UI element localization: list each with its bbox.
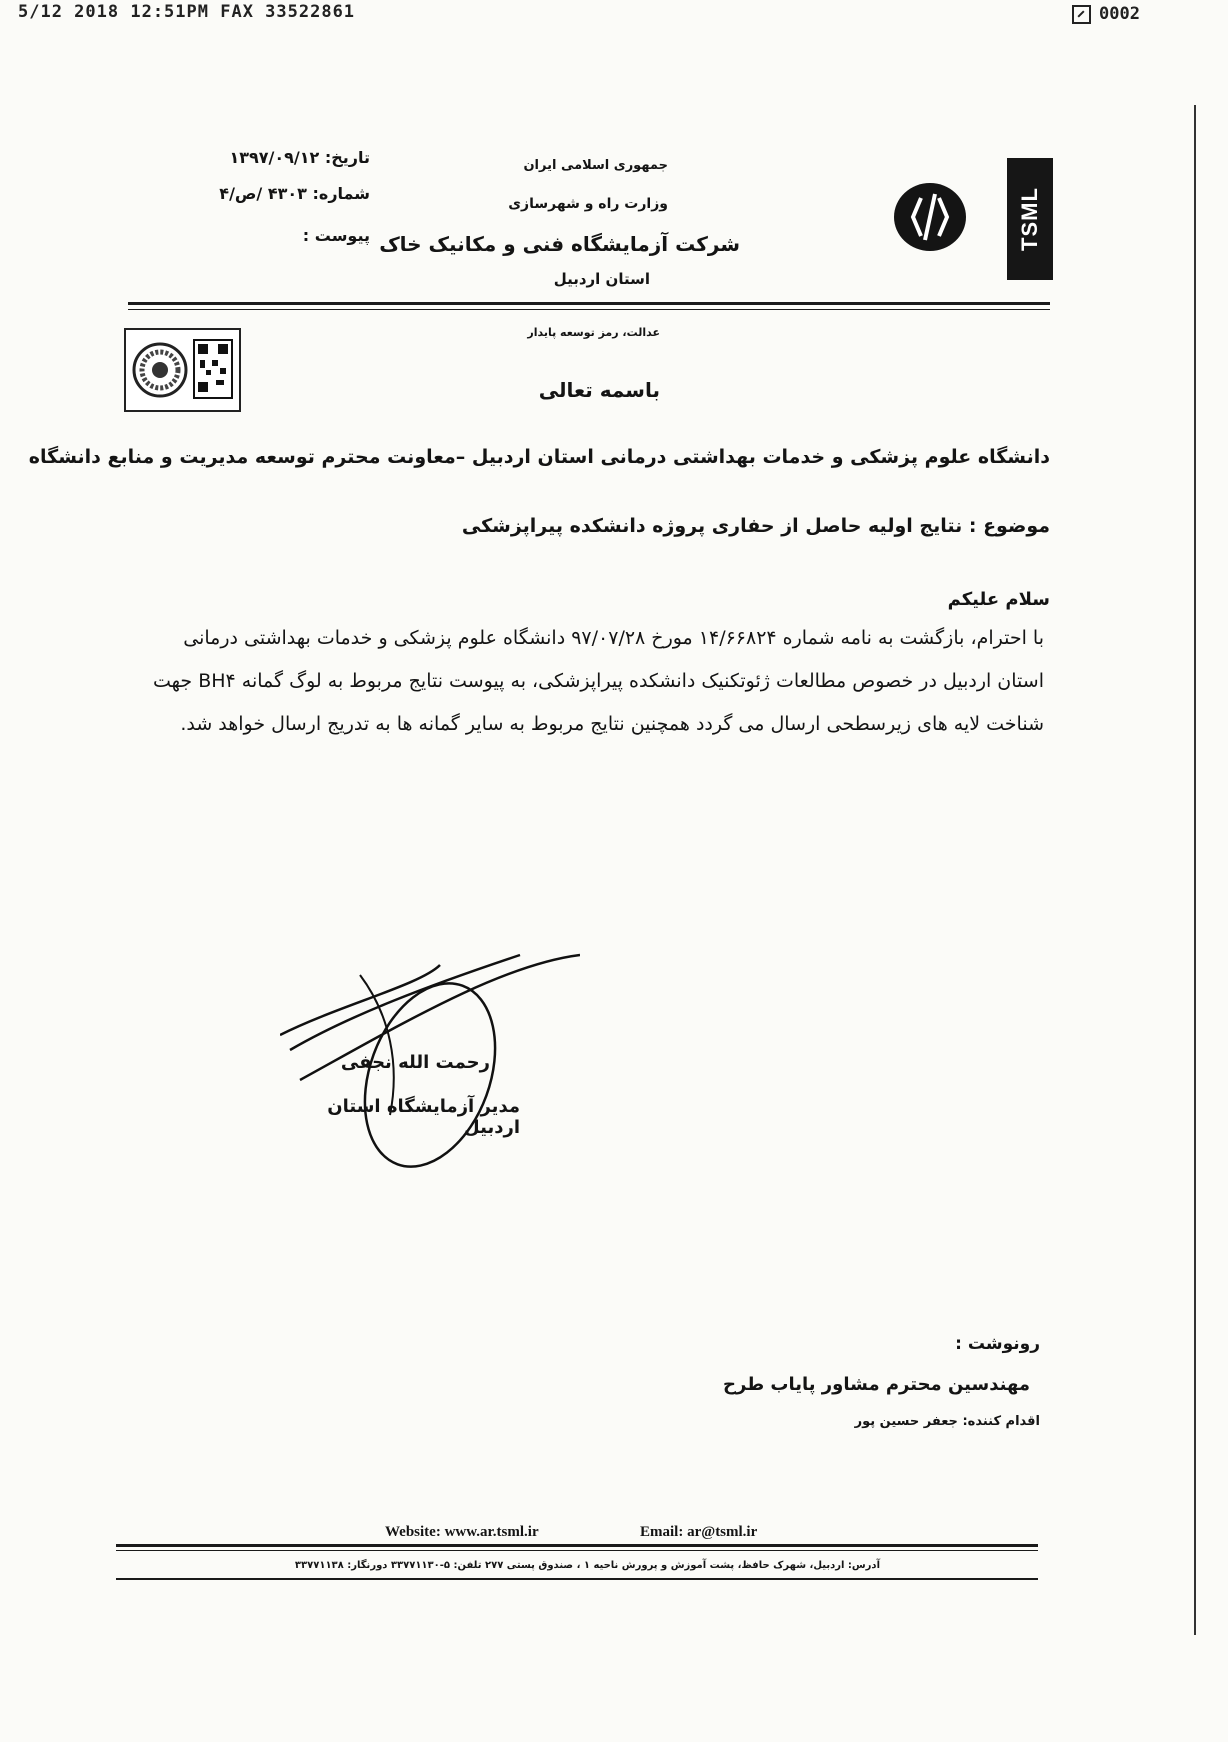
body-line-2: استان اردبیل در خصوص مطالعات ژئوتکنیک دانشکده پیراپزشکی، به پیوست نتایج مربوط به لوگ گمانه BH۴ جهت	[153, 670, 1044, 692]
body-line-3: شناخت لایه های زیرسطحی ارسال می گردد همچنین نتایج مربوط به سایر گمانه ها به تدریج ارسال خواهد شد.	[180, 713, 1044, 735]
letter-number: شماره: ۴۳۰۳ /ص/۴	[219, 184, 370, 203]
invocation: باسمه تعالی	[538, 378, 660, 402]
signer-name: رحمت الله نجفی	[340, 1052, 490, 1073]
body-line-1: با احترام، بازگشت به نامه شماره ۱۴/۶۶۸۲۴ مورخ ۹۷/۰۷/۲۸ دانشگاه علوم پزشکی و خدمات بهداشتی درمانی	[183, 627, 1044, 649]
header-rule-thin	[128, 309, 1050, 310]
fax-page-number: 0002	[1099, 4, 1140, 24]
province-line: استان اردبیل	[553, 270, 650, 288]
action-by: اقدام کننده: جعفر حسین پور	[854, 1414, 1040, 1429]
footer-rule	[116, 1544, 1038, 1547]
header-rule	[128, 302, 1050, 305]
greeting: سلام علیکم	[947, 589, 1050, 610]
footer-bottom-rule	[116, 1578, 1038, 1580]
subject: موضوع : نتایج اولیه حاصل از حفاری پروژه دانشکده پیراپزشکی	[461, 515, 1050, 537]
logo-emblem-icon	[893, 180, 967, 254]
footer-website: Website: www.ar.tsml.ir	[385, 1524, 539, 1540]
cc-item: مهندسین محترم مشاور پایاب طرح	[723, 1374, 1030, 1395]
page-edge-line	[1194, 105, 1196, 1635]
ministry-line: وزارت راه و شهرسازی	[508, 196, 668, 212]
footer-email: Email: ar@tsml.ir	[640, 1524, 758, 1540]
company-logo	[893, 158, 1053, 280]
republic-line: جمهوری اسلامی ایران	[523, 158, 668, 173]
signer-title: مدیر آزمایشگاه استان اردبیل	[327, 1096, 520, 1138]
cc-heading: رونوشت :	[955, 1334, 1040, 1354]
letter-attachment: پیوست :	[302, 226, 370, 245]
verification-qr	[124, 328, 241, 412]
checkbox-icon	[1072, 5, 1091, 24]
qr-code-icon	[126, 330, 239, 410]
tagline: عدالت، رمز توسعه پایدار	[527, 326, 660, 339]
fax-header: 5/12 2018 12:51PM FAX 33522861	[18, 2, 356, 22]
footer-rule-thin	[116, 1550, 1038, 1551]
footer-address: آدرس: اردبیل، شهرک حافظ، پشت آموزش و پرورش ناحیه ۱ ، صندوق پستی ۲۷۷ تلفن: ۵-۳۳۷۷۱۱۳۰ دورنگار: ۳۳۷۷۱۱۳۸	[294, 1560, 880, 1571]
logo-text: TSML	[1007, 158, 1053, 280]
company-name: شرکت آزمایشگاه فنی و مکانیک خاک	[379, 232, 740, 256]
fax-page-indicator	[1072, 4, 1140, 24]
recipient: دانشگاه علوم پزشکی و خدمات بهداشتی درمانی استان اردبیل –معاونت محترم توسعه مدیریت و منابع دانشگاه	[28, 446, 1050, 468]
letter-date: تاریخ: ۱۳۹۷/۰۹/۱۲	[229, 148, 370, 167]
